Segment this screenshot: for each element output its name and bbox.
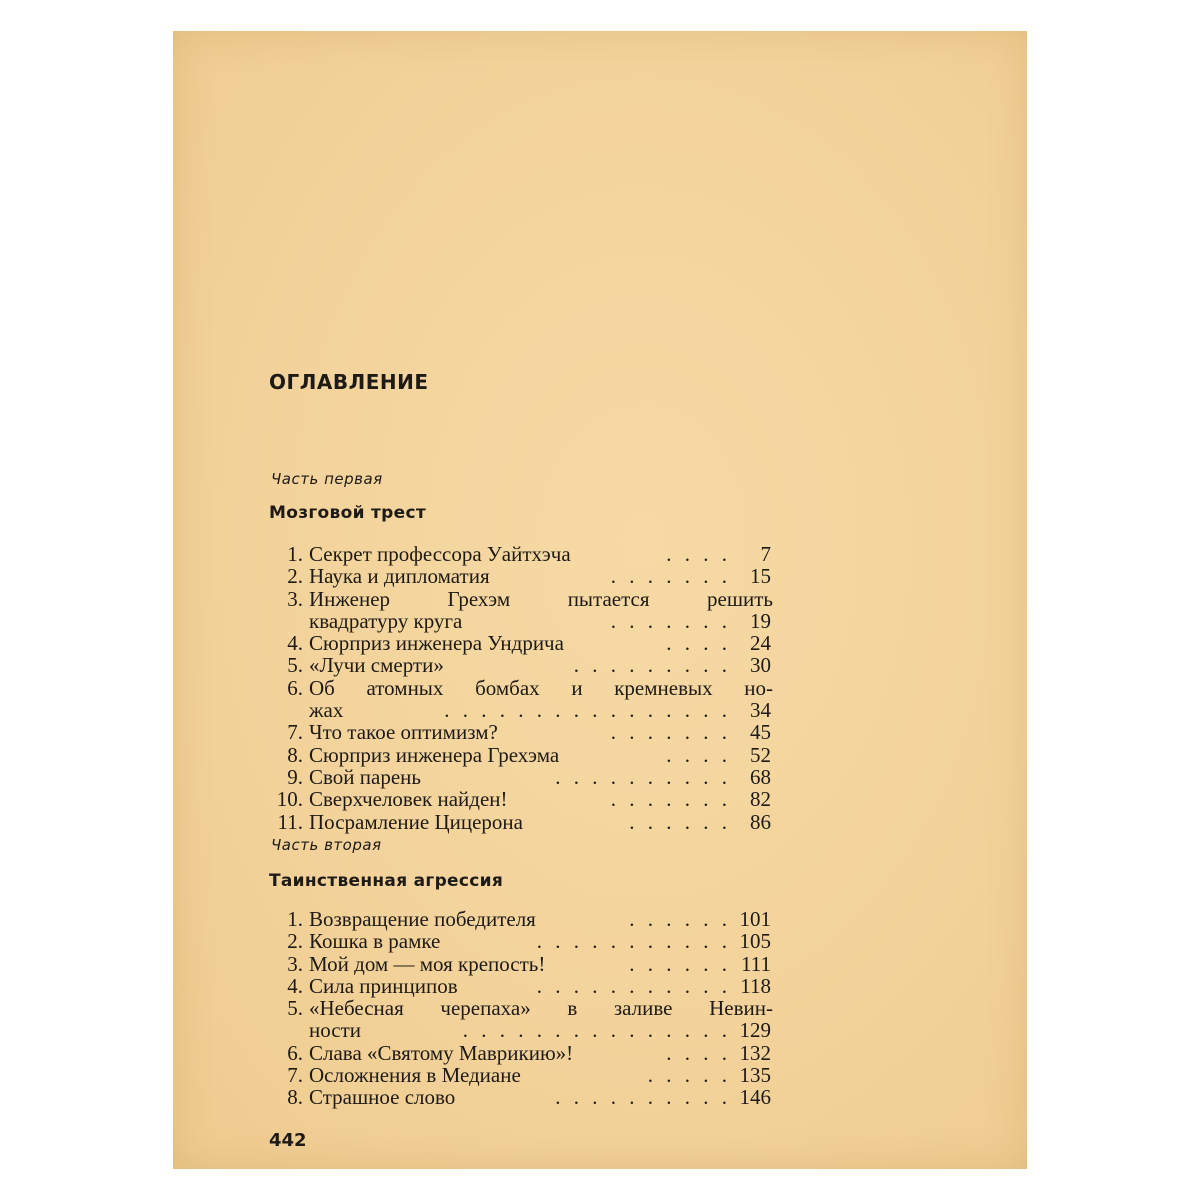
- leader-dots: . . . .: [666, 542, 731, 566]
- chapter-page: 146: [739, 1085, 771, 1110]
- chapter-title-line-2: квадратуру круга: [309, 608, 463, 633]
- leader-dots: . . . . . . . . . . .: [536, 929, 731, 954]
- chapter-title: Сверхчеловек найден!: [309, 787, 508, 812]
- chapter-number: 11.: [277, 809, 303, 834]
- chapter-page: 45: [750, 720, 771, 745]
- chapter-number: 4.: [287, 973, 303, 998]
- chapter-page: 135: [739, 1063, 771, 1088]
- chapter-title: Наука и дипломатия: [309, 564, 490, 589]
- chapter-title: Свой парень: [309, 764, 421, 789]
- chapter-number: 7.: [287, 1063, 303, 1088]
- page-number: 442: [269, 1130, 307, 1151]
- toc-heading: ОГЛАВЛЕНИЕ: [269, 370, 429, 394]
- toc-entry: [273, 1042, 773, 1064]
- leader-dots: . . . . . .: [629, 907, 731, 931]
- chapter-number: 8.: [287, 742, 303, 767]
- chapter-number: 6.: [287, 675, 303, 700]
- leader-dots: . . . . . .: [629, 809, 731, 834]
- leader-dots: . . . . . . . . . . . . . . . .: [444, 698, 731, 723]
- chapter-title-line-1: «Небесная черепаха» в заливе Невин-: [309, 996, 773, 1021]
- toc-entry: [273, 908, 773, 930]
- leader-dots: . . . . . . . . . .: [555, 1085, 731, 1110]
- part-1-title: Мозговой трест: [269, 503, 426, 523]
- toc-entry: [273, 953, 773, 975]
- chapter-number: 2.: [287, 929, 303, 954]
- toc-entry: [273, 1064, 773, 1086]
- leader-dots: . . . . . . . . . . .: [536, 973, 731, 998]
- chapter-page: 7: [760, 542, 771, 566]
- chapter-page: 105: [739, 929, 771, 954]
- toc-entry: [273, 930, 773, 952]
- book-page: [173, 31, 1027, 1169]
- chapter-number: 8.: [287, 1085, 303, 1110]
- chapter-title: Страшное слово: [309, 1085, 456, 1110]
- leader-dots: . . . . . . .: [610, 787, 731, 812]
- chapter-page: 82: [750, 787, 771, 812]
- toc-entry: [273, 744, 773, 766]
- chapter-title-line-2: жах: [309, 698, 344, 723]
- toc-entry: [273, 788, 773, 810]
- leader-dots: . . . . . . .: [610, 608, 731, 633]
- chapter-page: 15: [750, 564, 771, 589]
- chapter-number: 4.: [287, 631, 303, 656]
- chapter-title: Осложнения в Медиане: [309, 1063, 521, 1088]
- chapter-number: 3.: [287, 951, 303, 976]
- leader-dots: . . . . . . .: [610, 720, 731, 745]
- chapter-number: 1.: [287, 907, 303, 931]
- chapter-number: 3.: [287, 586, 303, 611]
- chapter-title: Кошка в рамке: [309, 929, 441, 954]
- chapter-page: 34: [750, 698, 771, 723]
- chapter-page: 24: [750, 631, 771, 656]
- toc-entry: [273, 721, 773, 743]
- chapter-title: Что такое оптимизм?: [309, 720, 498, 745]
- chapter-title: Слава «Святому Маврикию»!: [309, 1040, 574, 1065]
- toc-entry: [273, 1086, 773, 1108]
- chapter-title-line-2: ности: [309, 1018, 361, 1043]
- chapter-title-line-1: Инженер Грехэм пытается решить: [309, 586, 773, 611]
- chapter-page: 86: [750, 809, 771, 834]
- chapter-page: 68: [750, 764, 771, 789]
- chapter-page: 132: [739, 1040, 771, 1065]
- toc-entry: [273, 543, 773, 565]
- leader-dots: . . . . .: [647, 1063, 731, 1088]
- chapter-page: 30: [750, 653, 771, 678]
- leader-dots: . . . .: [666, 1040, 731, 1065]
- part-1-chapter-list: [273, 543, 773, 833]
- chapter-title: «Лучи смерти»: [309, 653, 444, 678]
- toc-entry: [273, 588, 773, 633]
- chapter-page: 19: [750, 608, 771, 633]
- chapter-number: 2.: [287, 564, 303, 589]
- chapter-number: 9.: [287, 764, 303, 789]
- chapter-page: 101: [739, 907, 771, 931]
- chapter-number: 10.: [276, 787, 303, 812]
- toc-entry: [273, 677, 773, 722]
- part-2-chapter-list: [273, 908, 773, 1109]
- chapter-title: Секрет профессора Уайтхэча: [309, 542, 571, 566]
- toc-entry: [273, 766, 773, 788]
- chapter-number: 5.: [287, 653, 303, 678]
- chapter-page: 129: [739, 1018, 771, 1043]
- chapter-number: 7.: [287, 720, 303, 745]
- chapter-page: 118: [740, 973, 771, 998]
- part-2-label: Часть вторая: [271, 836, 382, 854]
- chapter-number: 5.: [287, 996, 303, 1021]
- chapter-title-line-1: Об атомных бомбах и кремневых но-: [309, 675, 773, 700]
- chapter-title: Сюрприз инженера Ундрича: [309, 631, 564, 656]
- part-1-label: Часть первая: [271, 470, 383, 488]
- toc-entry: [273, 811, 773, 833]
- chapter-number: 6.: [287, 1040, 303, 1065]
- chapter-title: Возвращение победителя: [309, 907, 536, 931]
- toc-entry: [273, 975, 773, 997]
- leader-dots: . . . . . . .: [610, 564, 731, 589]
- chapter-title: Сюрприз инженера Грехэма: [309, 742, 560, 767]
- leader-dots: . . . .: [666, 631, 731, 656]
- chapter-title: Мой дом — моя крепость!: [309, 951, 546, 976]
- leader-dots: . . . .: [666, 742, 731, 767]
- toc-entry: [273, 997, 773, 1042]
- leader-dots: . . . . . . . . . . . . . . .: [462, 1018, 731, 1043]
- chapter-page: 52: [750, 742, 771, 767]
- leader-dots: . . . . . . . . . .: [555, 764, 731, 789]
- chapter-title: Посрамление Цицерона: [309, 809, 523, 834]
- leader-dots: . . . . . . . . .: [573, 653, 731, 678]
- toc-entry: [273, 565, 773, 587]
- chapter-number: 1.: [287, 542, 303, 566]
- chapter-page: 111: [741, 951, 771, 976]
- toc-entry: [273, 654, 773, 676]
- part-2-title: Таинственная агрессия: [269, 871, 504, 891]
- leader-dots: . . . . . .: [629, 951, 731, 976]
- chapter-title: Сила принципов: [309, 973, 458, 998]
- toc-entry: [273, 632, 773, 654]
